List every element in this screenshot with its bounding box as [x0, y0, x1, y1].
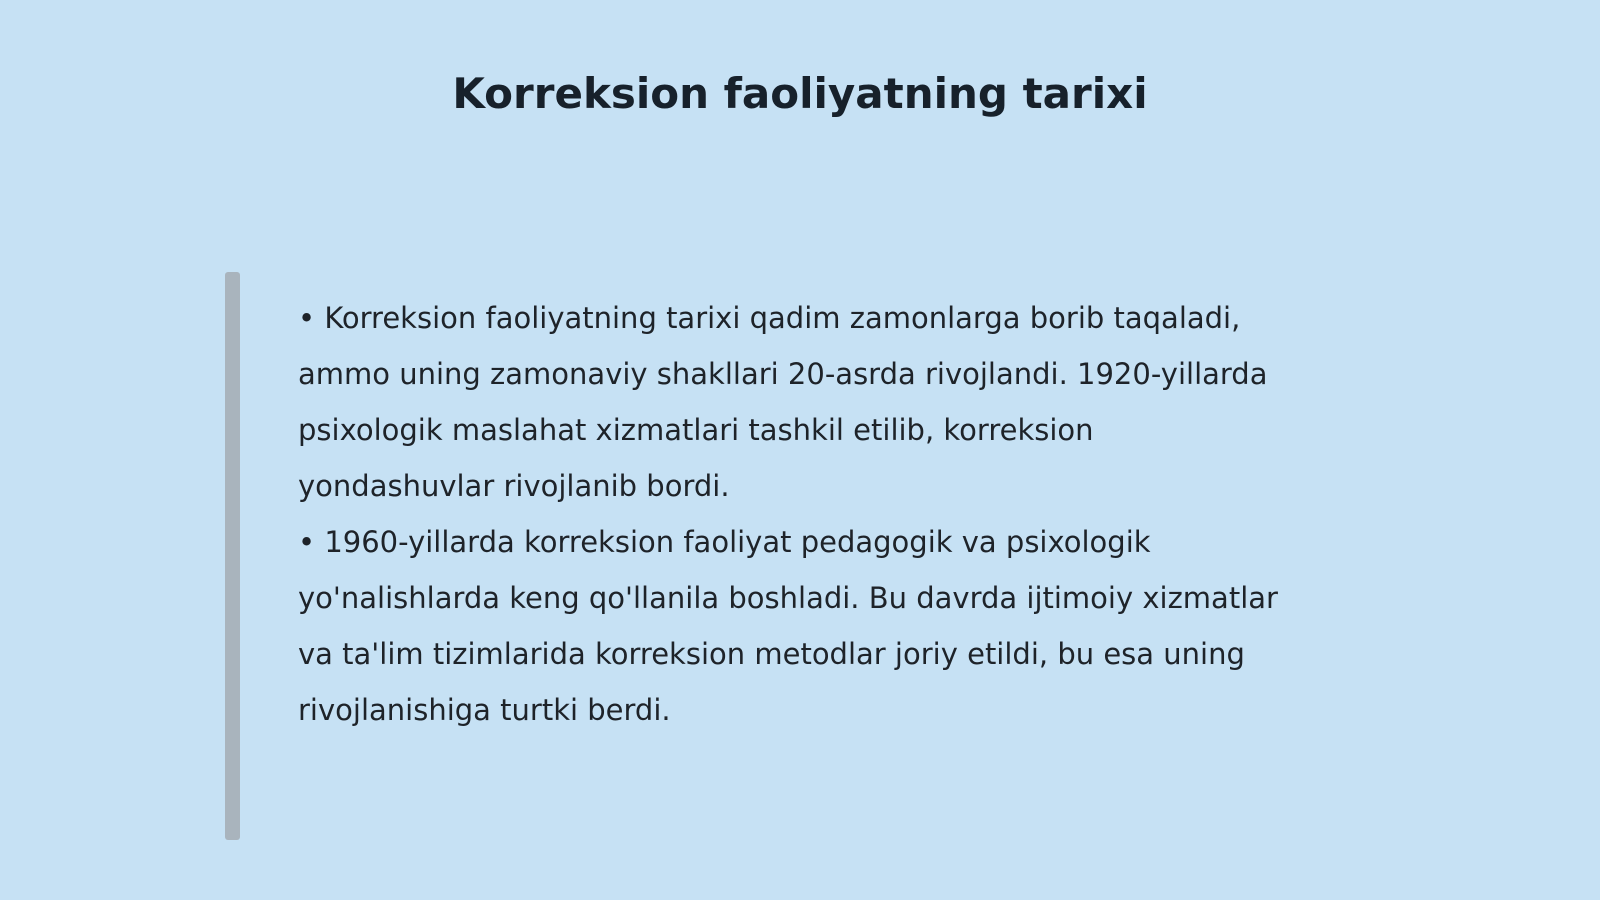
accent-bar: [225, 272, 240, 840]
bullet-item: • Korreksion faoliyatning tarixi qadim zamonlarga borib taqaladi, ammo uning zamonaviy shakllari 20-asrda rivojlandi. 1920-yillarda psixologik maslahat xizmatlari tashkil etilib, korreksion yondashuvlar rivojlanib bordi.: [298, 301, 1268, 503]
bullet-item: • 1960-yillarda korreksion faoliyat pedagogik va psixologik yo'nalishlarda keng qo'llanila boshladi. Bu davrda ijtimoiy xizmatlar va ta'lim tizimlarida korreksion metodlar joriy etildi, bu esa uning rivojlanishiga turtki berdi.: [298, 525, 1278, 727]
bullet-list: [298, 290, 1298, 738]
slide-title: Korreksion faoliyatning tarixi: [452, 69, 1148, 118]
